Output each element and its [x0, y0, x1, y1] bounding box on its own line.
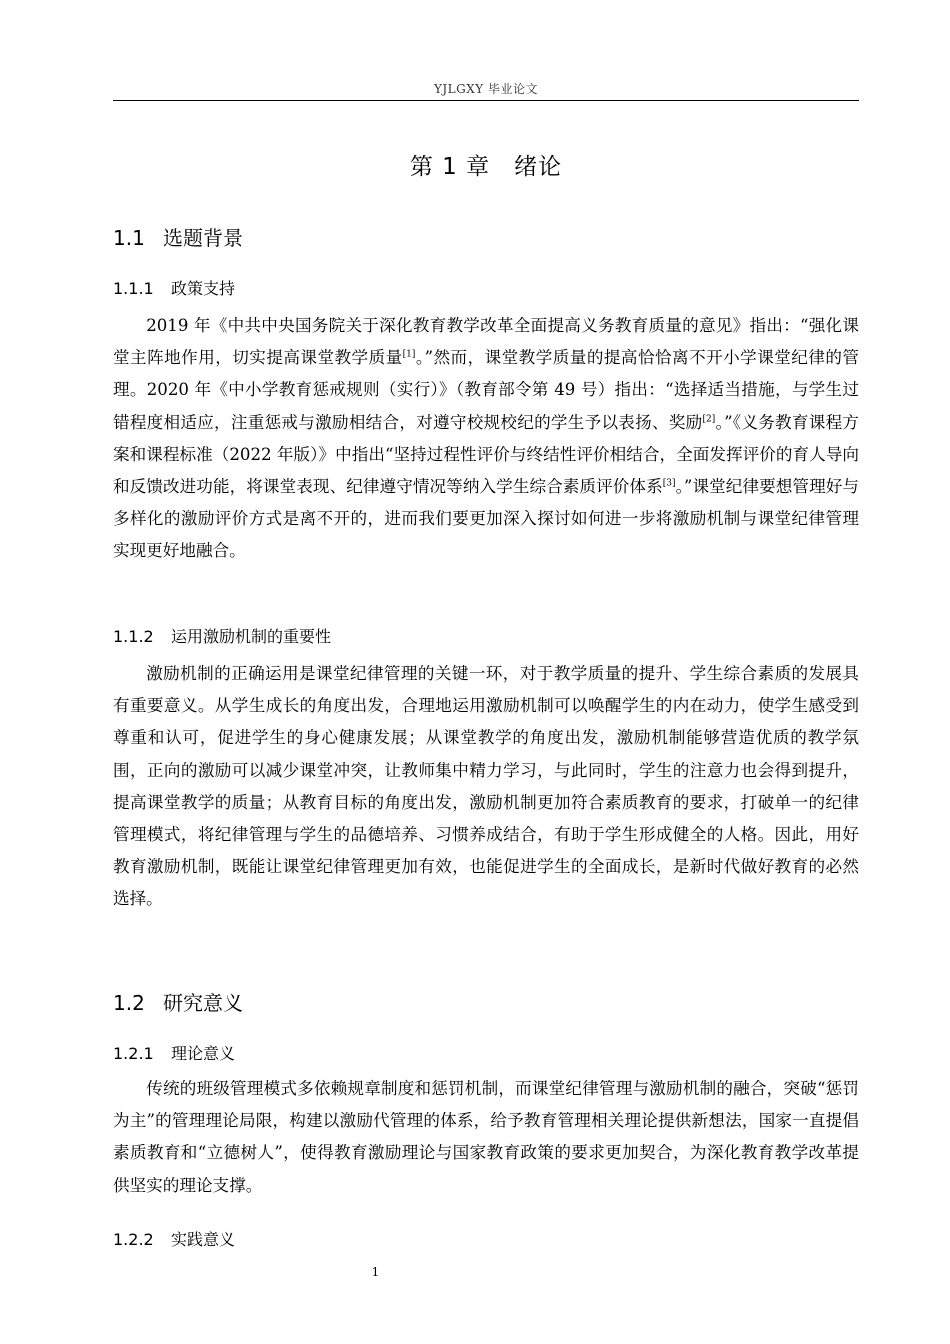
chapter-title: 第 1 章 绪论: [409, 154, 563, 180]
subsection-title: 理论意义: [171, 1044, 236, 1063]
paragraph-text: 。”《义务教育课程方案和课程标准（2022 年版）》中指出“坚持过程性评价与终结性评价相结合，全面发挥评价的育人导向和反馈改进功能，将课堂表现、纪律遵守情况等纳入学生综合素质评价体系: [113, 412, 860, 497]
subsection-heading-1-1-2: [113, 624, 331, 647]
header-rule: [113, 100, 859, 101]
section-number: 1.2: [113, 991, 145, 1015]
paragraph-text: 。”课堂纪律要想管理好与多样化的激励评价方式是离不开的，进而我们要更加深入探讨如何进一步将激励机制与课堂纪律管理实现更好地融合。: [113, 477, 859, 561]
section-heading-1-1: [113, 222, 243, 251]
subsection-title: 运用激励机制的重要性: [171, 627, 332, 646]
paragraph-policy-support: [113, 310, 859, 568]
subsection-number: 1.1.2: [113, 627, 154, 646]
citation-3: [3]: [662, 478, 676, 489]
subsection-title: 政策支持: [171, 279, 236, 298]
paragraph-text: 2019 年《中共中央国务院关于深化教育教学改革全面提高义务教育质量的意见》指出：“强化课堂主阵地作用，切实提高课堂教学质量: [113, 316, 859, 368]
subsection-heading-1-2-2: [113, 1227, 235, 1250]
section-title: 研究意义: [163, 991, 243, 1015]
subsection-heading-1-1-1: [113, 276, 235, 299]
subsection-number: 1.2.1: [113, 1044, 154, 1063]
subsection-title: 实践意义: [171, 1230, 236, 1249]
subsection-number: 1.2.2: [113, 1230, 154, 1249]
page-number: 1: [371, 1265, 380, 1279]
section-title: 选题背景: [163, 226, 243, 250]
paragraph-theoretical-significance: 传统的班级管理模式多依赖规章制度和惩罚机制，而课堂纪律管理与激励机制的融合，突破“惩罚为主”的管理理论局限，构建以激励代管理的体系，给予教育管理相关理论提供新想法，国家一直提倡素质教育和“立德树人”，使得教育激励理论与国家教育政策的要求更加契合，为深化教育教学改革提供坚实的理论支撑。: [113, 1079, 859, 1195]
section-heading-1-2: [113, 987, 243, 1016]
paragraph-text: 。”然而，课堂教学质量的提高恰恰离不开小学课堂纪律的管理。2020 年《中小学教育惩戒规则（实行）》（教育部令第 49 号）指出：“选择适当措施，与学生过错程度相适应，注重惩戒与激励相结合，对遵守校规校纪的学生予以表扬、奖励: [113, 348, 859, 432]
citation-2: [2]: [702, 414, 716, 425]
subsection-heading-1-2-1: [113, 1041, 235, 1064]
citation-1: [1]: [402, 349, 416, 360]
running-header: YJLGXY 毕业论文: [433, 82, 539, 96]
section-number: 1.1: [113, 226, 145, 250]
paragraph-incentive-importance: 激励机制的正确运用是课堂纪律管理的关键一环，对于教学质量的提升、学生综合素质的发展具有重要意义。从学生成长的角度出发，合理地运用激励机制可以唤醒学生的内在动力，使学生感受到尊重和认可，促进学生的身心健康发展；从课堂教学的角度出发，激励机制能够营造优质的教学氛围，正向的激励可以减少课堂冲突，让教师集中精力学习，与此同时，学生的注意力也会得到提升，提高课堂教学的质量；从教育目标的角度出发，激励机制更加符合素质教育的要求，打破单一的纪律管理模式，将纪律管理与学生的品德培养、习惯养成结合，有助于学生形成健全的人格。因此，用好教育激励机制，既能让课堂纪律管理更加有效，也能促进学生的全面成长，是新时代做好教育的必然选择。: [113, 664, 859, 909]
subsection-number: 1.1.1: [113, 279, 154, 298]
